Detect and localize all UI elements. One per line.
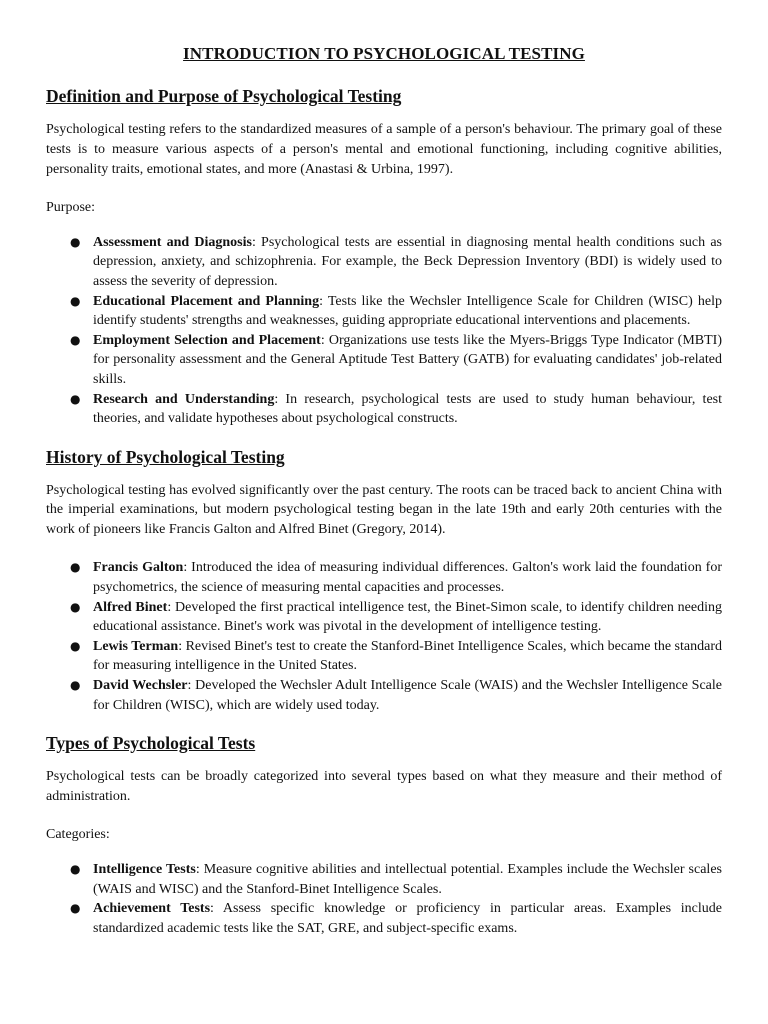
- list-item-term: David Wechsler: [93, 678, 188, 694]
- section-heading-definition: Definition and Purpose of Psychological Testing: [46, 86, 402, 107]
- list-item-text: : In research, psychological tests are used to study human behaviour, test theories, and validate hypotheses about psychological constructs.: [93, 391, 722, 427]
- list-item-text: : Organizations use tests like the Myers-Briggs Type Indicator (MBTI) for personality assessment and the General Aptitude Test Battery (GATB) for evaluating candidates' job-related skills.: [93, 332, 723, 387]
- list-item-term: Educational Placement and Planning: [93, 293, 320, 309]
- list-item: [46, 637, 722, 676]
- list-item-text: : Developed the first practical intelligence test, the Binet-Simon scale, to identify children needing educational assistance. Binet's work was pivotal in the development of intelligence testing.: [93, 599, 722, 635]
- list-item: [46, 899, 722, 938]
- list-item: [46, 331, 722, 390]
- list-item-text: : Developed the Wechsler Adult Intelligence Scale (WAIS) and the Wechsler Intelligence Scale for Children (WISC), which are widely used today.: [93, 678, 722, 713]
- bullet-icon: ●: [70, 678, 81, 693]
- bullet-icon: ●: [70, 560, 81, 575]
- list-item-text: : Psychological tests are essential in diagnosing mental health conditions such as depression, anxiety, and schizophrenia. For example, the Beck Depression Inventory (BDI) is widely used to assess the severity of depression.: [93, 234, 722, 289]
- bullet-icon: ●: [70, 293, 81, 308]
- bullet-icon: ●: [70, 332, 81, 347]
- purpose-list: [46, 233, 722, 429]
- list-item-text: : Introduced the idea of measuring individual differences. Galton's work laid the foundation for psychometrics, the science of measuring mental capacities and processes.: [93, 560, 722, 596]
- section-heading-history: History of Psychological Testing: [46, 446, 285, 467]
- bullet-icon: ●: [70, 862, 81, 877]
- list-item: [46, 676, 722, 715]
- bullet-icon: ●: [70, 234, 81, 249]
- list-item: [46, 860, 722, 899]
- bullet-icon: ●: [70, 638, 81, 653]
- categories-list: [46, 860, 722, 938]
- list-item-term: Alfred Binet: [93, 599, 168, 615]
- list-item: [46, 598, 722, 637]
- section-heading-types: Types of Psychological Tests: [46, 733, 256, 754]
- list-item: [46, 558, 722, 597]
- bullet-icon: ●: [70, 901, 81, 916]
- list-item: [46, 292, 722, 331]
- list-item-text: : Assess specific knowledge or proficiency in particular areas. Examples include standardized academic tests like the SAT, GRE, and subject-specific exams.: [93, 901, 722, 936]
- types-paragraph: Psychological tests can be broadly categorized into several types based on what they measure and their method of administration.: [46, 769, 722, 804]
- list-item-term: Research and Understanding: [93, 391, 275, 407]
- list-item: [46, 390, 722, 429]
- list-item-term: Intelligence Tests: [93, 862, 196, 878]
- document-title: INTRODUCTION TO PSYCHOLOGICAL TESTING: [183, 44, 585, 63]
- list-item: [46, 233, 722, 292]
- list-item-term: Achievement Tests: [93, 901, 211, 917]
- list-item-term: Lewis Terman: [93, 638, 179, 654]
- categories-label: Categories:: [46, 827, 110, 843]
- list-item-term: Employment Selection and Placement: [93, 332, 321, 348]
- list-item-term: Assessment and Diagnosis: [93, 234, 252, 250]
- list-item-text: : Tests like the Wechsler Intelligence Scale for Children (WISC) help identify students' strengths and weaknesses, guiding appropriate educational interventions and placements.: [93, 293, 722, 329]
- list-item-text: : Measure cognitive abilities and intellectual potential. Examples include the Wechsler scales (WAIS and WISC) and the Stanford-Binet Intelligence Scales.: [93, 862, 722, 897]
- definition-paragraph: Psychological testing refers to the standardized measures of a sample of a person's behaviour. The primary goal of these tests is to measure various aspects of a person's mental and emotional functioning, including cognitive abilities, personality traits, emotional states, and more (Anastasi & Urbina, 1997).: [46, 122, 722, 177]
- list-item-text: : Revised Binet's test to create the Stanford-Binet Intelligence Scales, which became the standard for measuring intelligence in the United States.: [93, 638, 722, 674]
- list-item-term: Francis Galton: [93, 560, 184, 576]
- bullet-icon: ●: [70, 391, 81, 406]
- history-paragraph: Psychological testing has evolved significantly over the past century. The roots can be traced back to ancient China with the imperial examinations, but modern psychological testing began in the late 19th and early 20th centuries with the work of pioneers like Francis Galton and Alfred Binet (Gregory, 2014).: [46, 482, 722, 537]
- history-list: [46, 558, 722, 715]
- bullet-icon: ●: [70, 599, 81, 614]
- purpose-label: Purpose:: [46, 200, 95, 216]
